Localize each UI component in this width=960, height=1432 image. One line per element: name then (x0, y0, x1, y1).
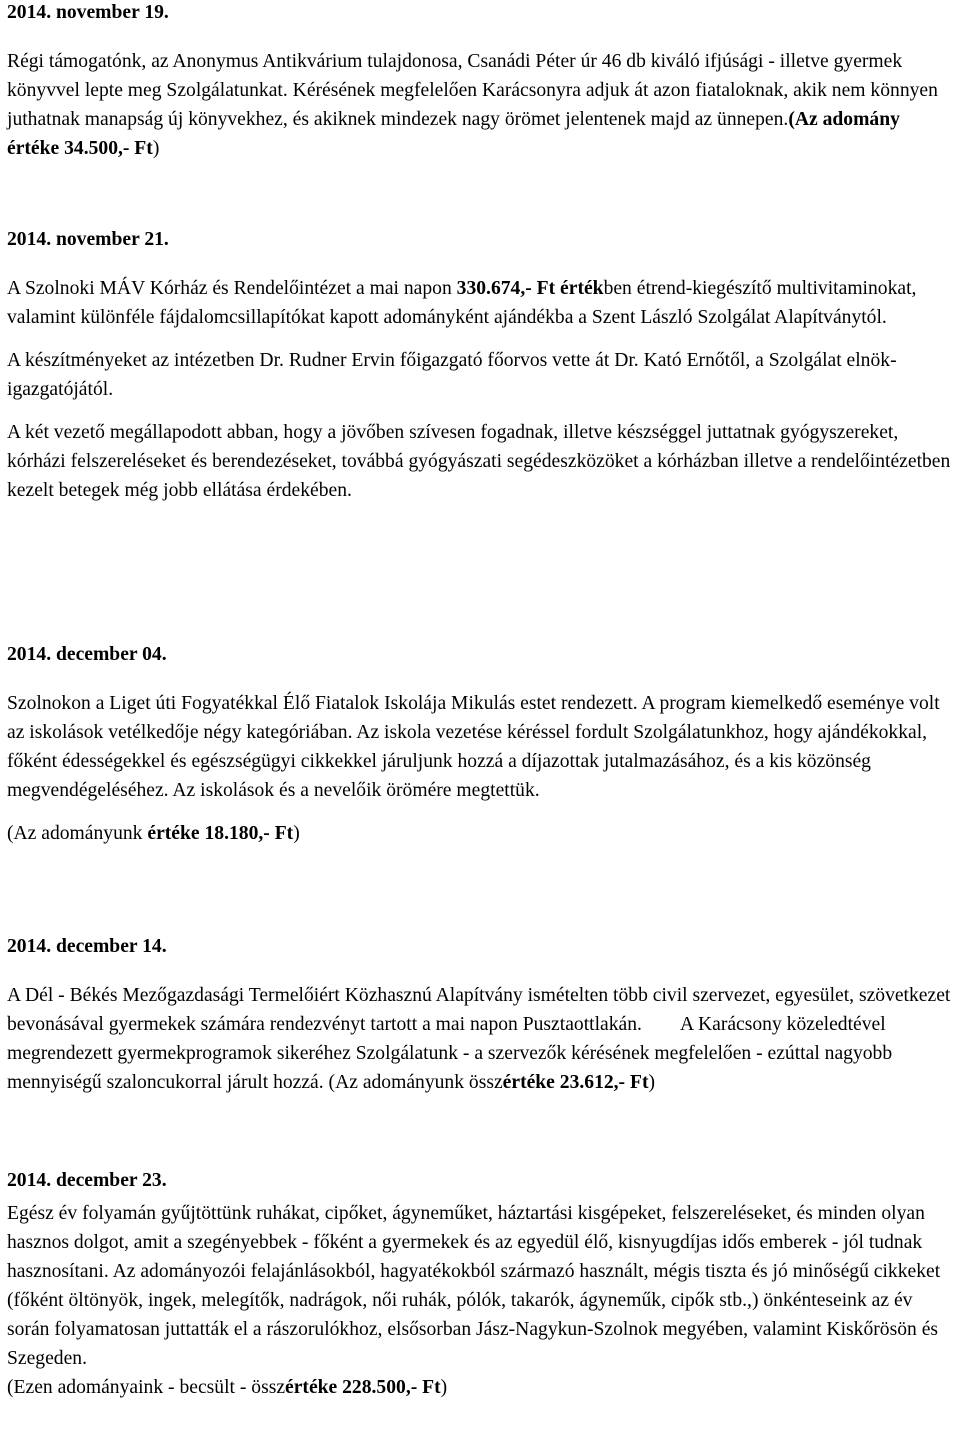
donation-value: értéke 23.612,- Ft (502, 1072, 649, 1093)
entry-date: 2014. november 21. (7, 229, 169, 250)
entry-paragraph (7, 981, 956, 1097)
paragraph-text: ) (440, 1377, 448, 1398)
entry-paragraph (7, 1373, 953, 1402)
entry-2014-12-14 (7, 932, 956, 1097)
paragraph-text: Régi támogatónk, az Anonymus Antikvárium tulajdonosa, Csanádi Péter úr 46 db kiváló ifjúsági - illetve gyermek könyvvel lepte meg Szolgálatunkat. Kérésének megfelelően Karácsonyra adjuk át azon fiataloknak, akik nem könnyen juthatnak manapság új könyvekhez, és akiknek mindezek nagy örömet jelentenek majd az ünnepen. (7, 51, 938, 130)
paragraph-text: ben étrend-kiegészítő multivitaminokat, valamint különféle fájdalomcsillapítókat kapott adományként ajándékba a Szent László Szolgálat Alapítványtól. (7, 278, 917, 328)
paragraph-text: A Dél - Békés Mezőgazdasági Termelőiért Közhasznú Alapítvány ismételten több civil szervezet, egyesület, szövetkezet bevonásával gyermekek számára rendezvényt tartott a mai napon Pusztaottlakán. A Karácsony közeledtével megrendezett gyermekprogramok sikeréhez Szolgálatunk - a szervezők kérésének megfelelően - ezúttal nagyobb mennyiségű szaloncukorral járult hozzá. (Az adományunk össz (7, 985, 956, 1093)
paragraph-text: ) (648, 1072, 656, 1093)
entry-paragraph: A két vezető megállapodott abban, hogy a jövőben szívesen fogadnak, illetve készséggel juttatnak gyógyszereket, kórházi felszereléseket és berendezéseket, továbbá gyógyászati segédeszközöket a kórházban illetve a rendelőintézetben kezelt betegek még jobb ellátása érdekében. (7, 422, 951, 501)
entry-paragraph (7, 274, 953, 332)
paragraph-text: (Ezen adományaink - becsült - össz (7, 1377, 286, 1398)
donation-value: 330.674,- Ft érték (456, 278, 604, 299)
entry-date: 2014. december 04. (7, 644, 167, 665)
donation-value: értéke 228.500,- Ft (285, 1377, 441, 1398)
entry-date: 2014. december 23. (7, 1170, 167, 1191)
paragraph-text: ) (152, 138, 160, 159)
donation-value: (Az adomány értéke 34.500,- Ft (7, 109, 900, 159)
paragraph-text: ) (293, 823, 300, 844)
entry-paragraph: Egész év folyamán gyűjtöttünk ruhákat, cipőket, ágyneműket, háztartási kisgépeket, felszereléseket, és minden olyan hasznos dolgot, amit a szegényebbek - főként a gyermekek és az egyedül élő, kisnyugdíjas idős emberek - jól tudnak hasznosítani. Az adományozói felajánlásokból, hagyatékokból származó használt, mégis tiszta és jó minőségű cikkeket (főként öltönyök, ingek, melegítők, nadrágok, női ruhák, pólók, takarók, ágyneműk, cipők stb.,) önkénteseink az év során folyamatosan juttatták el a rászorulókhoz, elsősorban Jász-Nagykun-Szolnok megyében, valamint Kiskőrösön és Szegeden. (7, 1203, 941, 1369)
donation-value: értéke 18.180,- Ft (147, 823, 294, 844)
entry-paragraph (7, 47, 953, 163)
entry-paragraph: Szolnokon a Liget úti Fogyatékkal Élő Fiatalok Iskolája Mikulás estet rendezett. A program kiemelkedő eseménye volt az iskolások vetélkedője négy kategóriában. Az iskola vezetése kéréssel fordult Szolgálatunkhoz, hogy ajándékokkal, főként édességekkel és egészségügyi cikkekkel járuljunk hozzá a díjazottak jutalmazásához, és a kis közönség megvendégeléséhez. Az iskolások és a nevelőik örömére megtettük. (7, 693, 940, 801)
entry-paragraph: A készítményeket az intézetben Dr. Rudner Ervin főigazgató főorvos vette át Dr. Kató Ernőtől, a Szolgálat elnök-igazgatójától. (7, 350, 897, 400)
paragraph-text: (Az adományunk (7, 823, 148, 844)
entry-2014-11-21 (7, 225, 953, 505)
paragraph-text: A Szolnoki MÁV Kórház és Rendelőintézet a mai napon (7, 278, 457, 299)
entry-date: 2014. november 19. (7, 2, 169, 23)
entry-2014-12-23 (7, 1166, 953, 1402)
entry-2014-11-19 (7, 0, 953, 163)
entry-2014-12-04 (7, 640, 953, 848)
entry-paragraph (7, 819, 953, 848)
entry-date: 2014. december 14. (7, 936, 167, 957)
